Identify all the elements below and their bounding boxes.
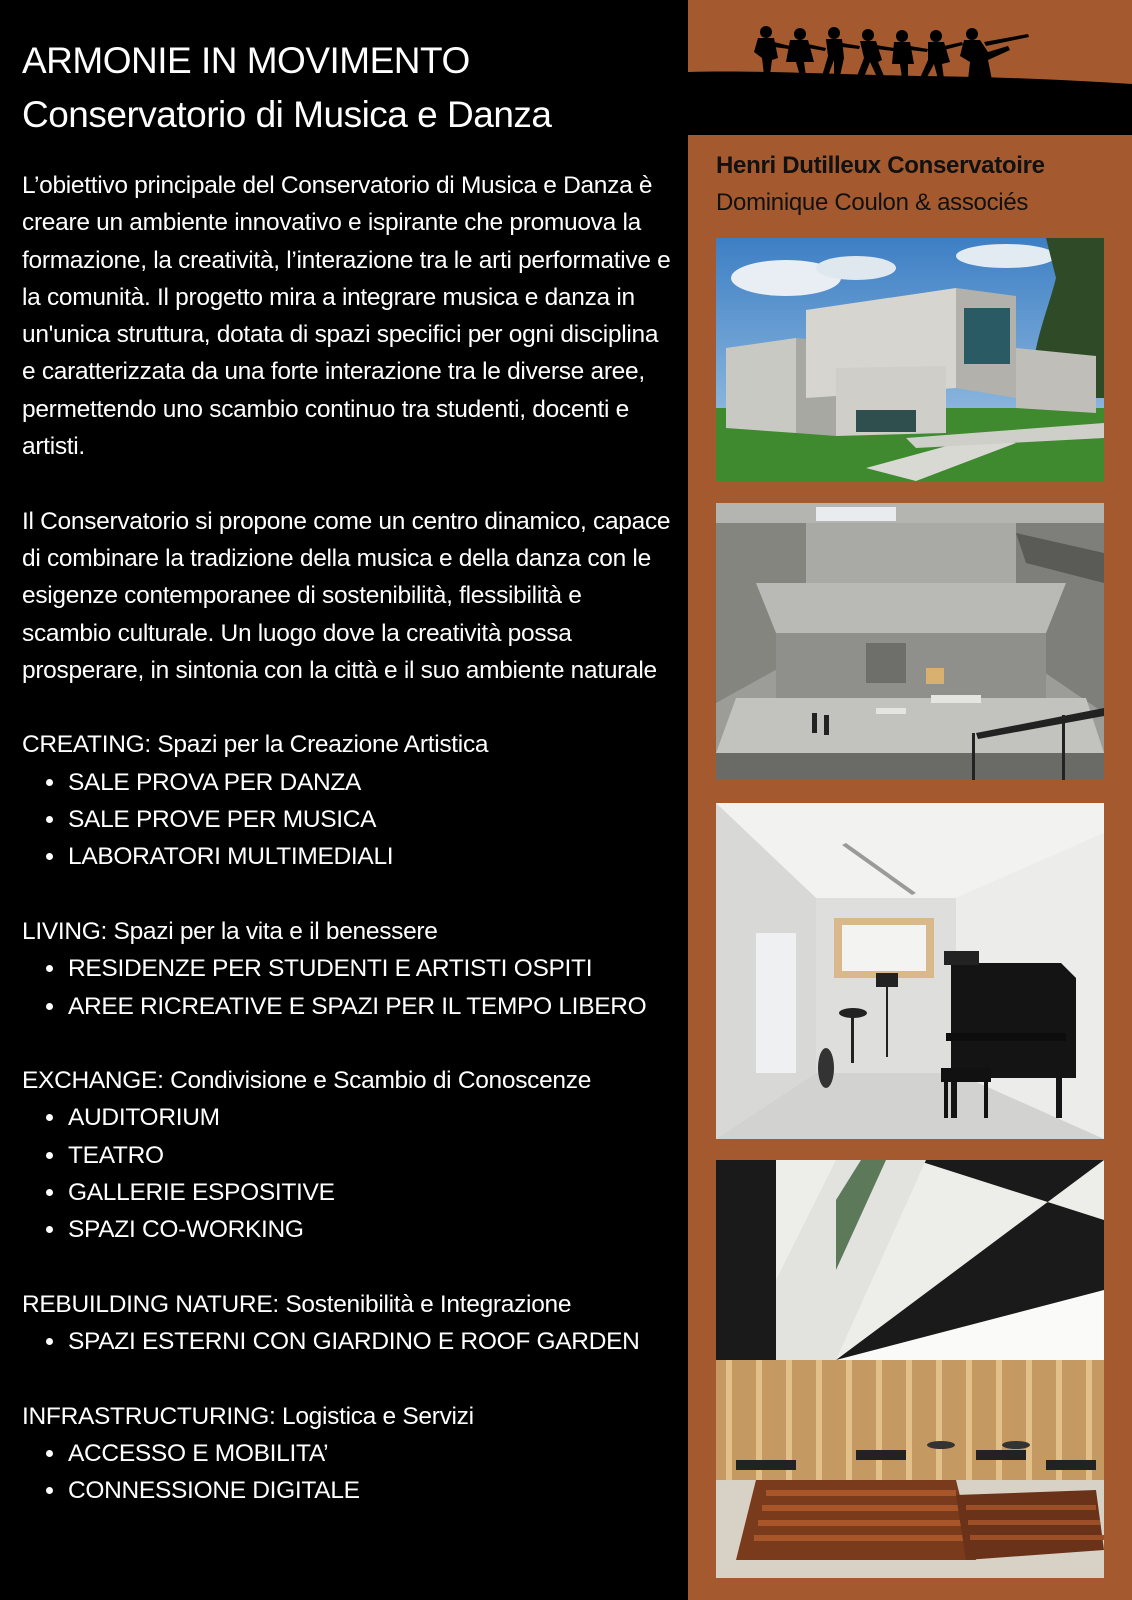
bullet-list [22,1099,672,1248]
main-text [22,167,672,1547]
dancers-silhouette-banner [688,0,1132,135]
conservatoire-exterior-photo [716,238,1104,481]
section-creating [22,726,672,875]
reference-project-name: Henri Dutilleux Conservatoire [716,152,1045,179]
piano-practice-room-photo [716,803,1104,1139]
section-infrastructuring [22,1398,672,1510]
list-item: GALLERIE ESPOSITIVE [68,1174,672,1211]
list-item: AUDITORIUM [68,1099,672,1136]
list-item: LABORATORI MULTIMEDIALI [68,838,672,875]
section-rebuilding-nature [22,1286,672,1361]
list-item: SPAZI ESTERNI CON GIARDINO E ROOF GARDEN [68,1323,672,1360]
section-heading: CREATING: Spazi per la Creazione Artistica [22,731,489,759]
section-heading: EXCHANGE: Condivisione e Scambio di Conoscenze [22,1067,592,1095]
concrete-atrium-photo [716,503,1104,780]
reference-architect: Dominique Coulon & associés [716,189,1029,216]
section-heading: INFRASTRUCTURING: Logistica e Servizi [22,1402,474,1430]
intro-paragraph-2: Il Conservatorio si propone come un centro dinamico, capace di combinare la tradizione della musica e della danza con le esigenze contemporanee di sostenibilità, flessibilità e scambio culturale. Un luogo dove la creatività possa prosperare, in sintonia con la città e il suo ambiente naturale [22,507,671,684]
section-living [22,913,672,1025]
list-item: SALE PROVE PER MUSICA [68,801,672,838]
percussion-hall-photo [716,1160,1104,1578]
list-item: SALE PROVA PER DANZA [68,764,672,801]
bullet-list [22,764,672,876]
page-title [22,34,551,142]
list-item: SPAZI CO-WORKING [68,1211,672,1248]
list-item: AREE RICREATIVE E SPAZI PER IL TEMPO LIBERO [68,988,672,1025]
section-heading: LIVING: Spazi per la vita e il benessere [22,917,438,945]
title-line-1: ARMONIE IN MOVIMENTO [22,40,470,81]
section-exchange [22,1062,672,1248]
title-line-2: Conservatorio di Musica e Danza [22,94,552,135]
bullet-list [22,1435,672,1510]
bullet-list [22,1323,672,1360]
reference-credit [716,148,1045,222]
section-heading: REBUILDING NATURE: Sostenibilità e Integrazione [22,1290,572,1318]
list-item: CONNESSIONE DIGITALE [68,1472,672,1509]
reference-panel [688,0,1132,1600]
intro-paragraph-1: L’obiettivo principale del Conservatorio di Musica e Danza è creare un ambiente innovativo e ispirante che promuova la formazione, la creatività, l’interazione tra le arti performative e la comunità. Il progetto mira a integrare musica e danza in un'unica struttura, dotata di spazi specifici per ogni disciplina e caratterizzata da una forte interazione tra le diverse aree, permettendo uno scambio continuo tra studenti, docenti e artisti. [22,172,671,461]
list-item: RESIDENZE PER STUDENTI E ARTISTI OSPITI [68,950,672,987]
bullet-list [22,950,672,1025]
list-item: ACCESSO E MOBILITA’ [68,1435,672,1472]
list-item: TEATRO [68,1137,672,1174]
